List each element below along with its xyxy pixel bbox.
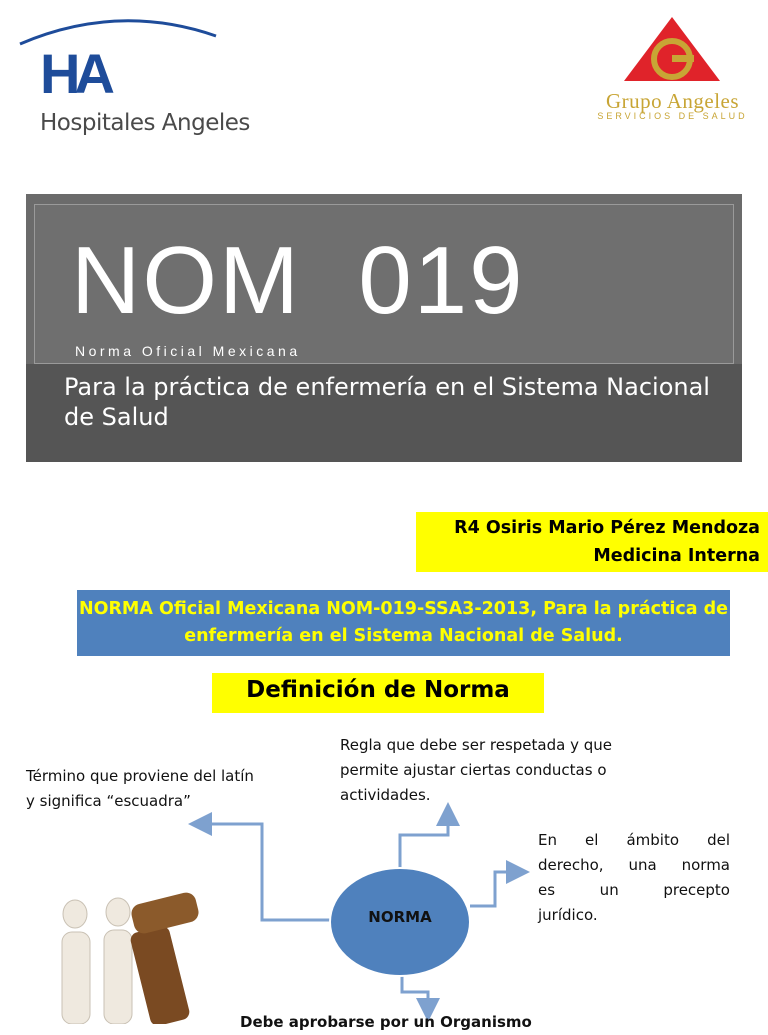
origin-text: Término que proviene del latín y significa “escuadra”	[26, 767, 254, 810]
law-text-line: es un precepto	[538, 881, 730, 899]
rule-text: Regla que debe ser respetada y que permite ajustar ciertas conductas o actividades.	[340, 736, 612, 804]
banner-title: NOM 019	[71, 227, 525, 334]
norma-title-box	[77, 590, 730, 656]
law-text-line: jurídico.	[538, 906, 598, 924]
arrow-to-law	[470, 872, 524, 906]
author-specialty: Medicina Interna	[593, 546, 760, 566]
norma-title: NORMA Oficial Mexicana NOM-019-SSA3-2013, Para la práctica de enfermería en el Sistema Nacional de Salud.	[78, 599, 729, 646]
handshake-gavel-illustration-icon	[62, 890, 201, 1024]
law-text-line: derecho, una norma	[538, 856, 730, 874]
banner-top-panel	[34, 204, 734, 364]
nom-banner	[26, 194, 742, 462]
logo-name: Hospitales Angeles	[40, 110, 250, 136]
banner-description: Para la práctica de enfermería en el Sistema Nacional de Salud	[64, 373, 710, 431]
law-text	[538, 828, 730, 928]
author-box	[416, 512, 768, 572]
logo-name: Grupo Angeles	[605, 89, 740, 113]
triangle-logo-icon	[580, 15, 765, 87]
law-text-line: En el ámbito del	[538, 831, 730, 849]
section-heading: Definición de Norma	[246, 677, 510, 703]
logo-letters: HA	[40, 42, 109, 105]
hospitales-angeles-logo	[18, 8, 250, 143]
logo-subtitle: SERVICIOS DE SALUD	[597, 111, 748, 121]
approve-text: Debe aprobarse por un Organismo	[240, 1013, 532, 1031]
arrow-to-origin	[194, 824, 330, 920]
norma-center-label: NORMA	[368, 908, 432, 926]
banner-bottom-panel	[26, 364, 742, 462]
banner-subtitle: Norma Oficial Mexicana	[75, 343, 301, 359]
author-name: R4 Osiris Mario Pérez Mendoza	[454, 518, 760, 538]
grupo-angeles-logo	[580, 15, 765, 125]
